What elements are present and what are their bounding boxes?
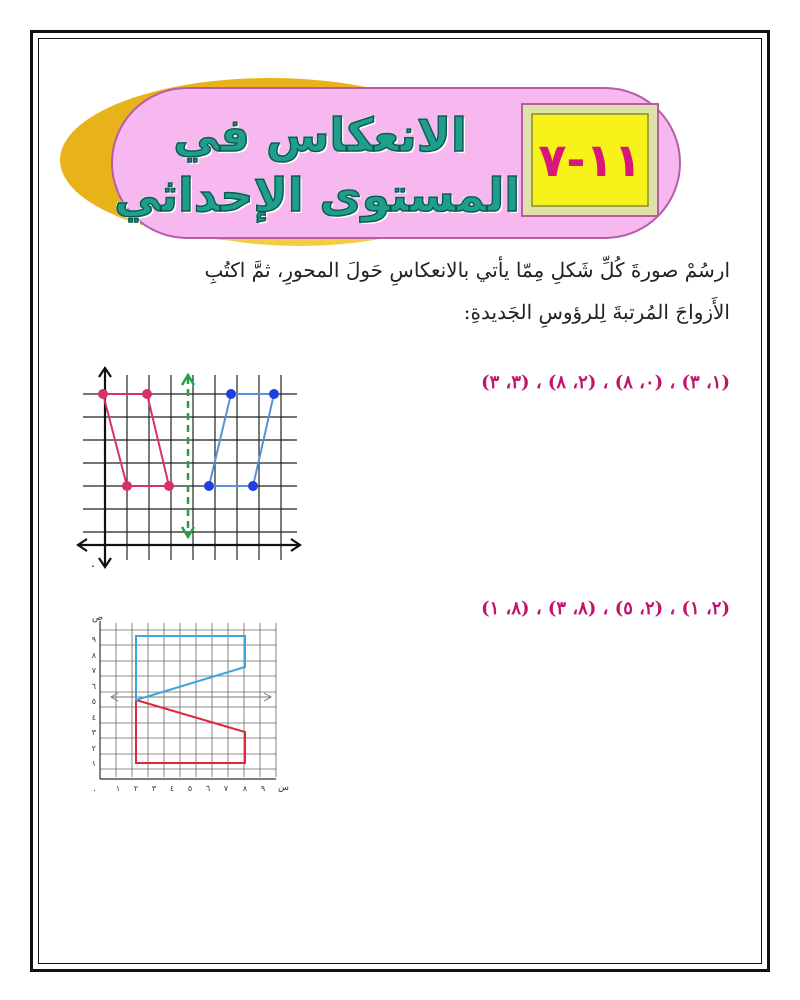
graph-2-y-tick: ٧	[91, 666, 96, 675]
graph-2-x-tick: ٦	[205, 784, 211, 793]
graph-2	[80, 615, 290, 797]
graph-1-origin-dot: .	[91, 556, 95, 570]
graph-2-red-quadrilateral	[136, 700, 245, 763]
graph-2-x-tick: ٢	[133, 784, 139, 793]
graph-1-pink-vertex	[122, 481, 132, 491]
graph-2-x-tick: ٣	[151, 784, 157, 793]
graph-1-blue-vertex	[248, 481, 258, 491]
graph-2-x-tick: ٩	[260, 784, 266, 793]
graph-2-x-axis-letter: س	[278, 783, 289, 793]
graph-1-pink-vertex	[164, 481, 174, 491]
graph-2-y-axis-letter: ص	[92, 615, 103, 623]
graph-2-y-ticks	[92, 635, 97, 768]
graph-1-blue-vertex	[226, 389, 236, 399]
graph-2-y-tick: ٩	[91, 635, 96, 644]
graph-2-y-tick: ٦	[91, 682, 96, 691]
instructions-line2: الأَزواجَ المُرتبةَ لِلرؤوسِ الجَديدةِ:	[463, 300, 730, 324]
graph-1-pink-vertex	[98, 389, 108, 399]
graph-2-y-tick: ١	[91, 759, 96, 768]
lesson-number: ١١-٧	[538, 133, 642, 187]
graph-2-x-ticks	[116, 784, 265, 793]
problem-2-coordinates: (٢، ١) ، (٢، ٥) ، (٨، ٣) ، (٨، ١)	[481, 598, 730, 619]
lesson-title-line2: المستوى الإحداثي	[114, 168, 520, 222]
graph-2-y-tick: ٢	[91, 744, 96, 753]
problem-1-coordinates: (١، ٣) ، (٠، ٨) ، (٢، ٨) ، (٣، ٣)	[481, 372, 730, 393]
graph-2-x-tick: ٨	[242, 784, 248, 793]
graph-2-y-tick: ٨	[91, 651, 96, 660]
graph-2-y-tick: ٣	[91, 728, 96, 737]
graph-2-x-tick: ٧	[223, 784, 229, 793]
graph-1-blue-vertex	[204, 481, 214, 491]
lesson-title-line1: الانعكاس في	[173, 108, 467, 162]
graph-2-grid	[100, 623, 276, 777]
graph-2-x-tick: ٥	[187, 784, 193, 793]
graph-2-origin-label: ٠	[92, 786, 97, 796]
graph-1-blue-vertex	[269, 389, 279, 399]
graph-2-y-tick: ٥	[91, 697, 96, 706]
graph-2-x-tick: ٤	[169, 784, 175, 793]
graph-1	[75, 365, 305, 570]
instructions-line1: ارسُمْ صورةَ كُلِّ شَكلِ مِمّا يأتي بالانعكاسِ حَولَ المحورِ، ثمَّ اكتُبِ	[204, 258, 730, 282]
graph-2-blue-quadrilateral	[136, 636, 245, 700]
graph-2-x-tick: ١	[115, 784, 121, 793]
graph-2-y-tick: ٤	[91, 713, 96, 722]
graph-1-pink-vertex	[142, 389, 152, 399]
